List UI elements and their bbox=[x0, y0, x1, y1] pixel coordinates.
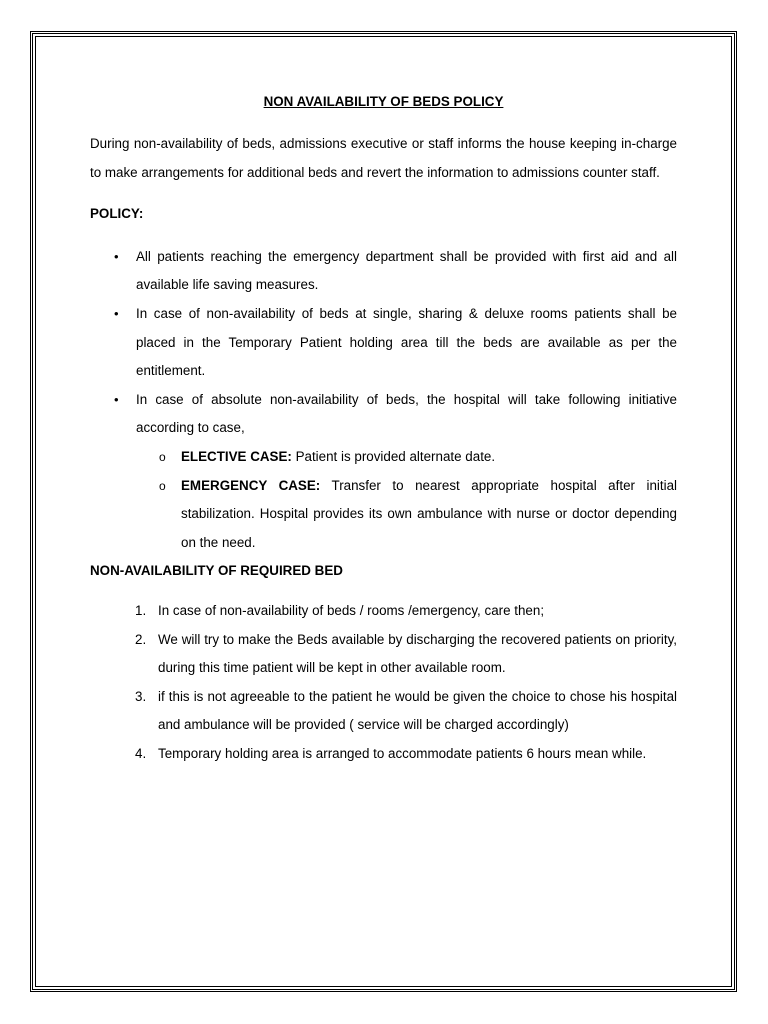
numbered-item bbox=[135, 683, 677, 740]
sub-item-label: EMERGENCY CASE: bbox=[181, 477, 321, 493]
item-number: 3. bbox=[135, 688, 147, 704]
policy-bullet-item bbox=[136, 386, 677, 558]
item-text: In case of non-availability of beds / rooms /emergency, care then; bbox=[158, 602, 545, 618]
sub-item-elective bbox=[181, 443, 677, 472]
item-text: if this is not agreeable to the patient he would be given the choice to chose his hospital and ambulance will be provided ( service will be charged accordingly) bbox=[158, 688, 677, 733]
case-sub-list bbox=[136, 443, 677, 557]
numbered-item bbox=[135, 597, 677, 626]
item-text: We will try to make the Beds available by discharging the recovered patients on priority, during this time patient will be kept in other available room. bbox=[158, 631, 677, 676]
sub-item-text: Patient is provided alternate date. bbox=[291, 448, 496, 464]
document-body bbox=[90, 90, 677, 768]
item-number: 4. bbox=[135, 745, 147, 761]
sub-item-emergency bbox=[181, 472, 677, 558]
sub-item-text: Transfer to nearest appropriate hospital after initial stabilization. Hospital provides its own ambulance with nurse or doctor depending on the need. bbox=[181, 477, 677, 550]
numbered-item bbox=[135, 740, 677, 769]
numbered-item bbox=[135, 626, 677, 683]
sub-item-label: ELECTIVE CASE: bbox=[181, 448, 292, 464]
intro-paragraph: During non-availability of beds, admissions executive or staff informs the house keeping in-charge to make arrangements for additional beds and revert the information to admissions counter staff. bbox=[90, 136, 677, 180]
document-title: NON AVAILABILITY OF BEDS POLICY bbox=[263, 94, 504, 109]
item-text: Temporary holding area is arranged to accommodate patients 6 hours mean while. bbox=[158, 745, 647, 761]
policy-bullet-item: • All patients reaching the emergency department shall be provided with first aid and all available life saving measures. bbox=[136, 243, 677, 300]
policy-bullet-list bbox=[90, 243, 677, 558]
policy-heading: POLICY: bbox=[90, 206, 144, 222]
required-bed-heading: NON-AVAILABILITY OF REQUIRED BED bbox=[90, 563, 343, 579]
policy-bullet-text: In case of absolute non-availability of beds, the hospital will take following initiative according to case, bbox=[136, 391, 677, 436]
policy-bullet-item: • In case of non-availability of beds at single, sharing & deluxe rooms patients shall be placed in the Temporary Patient holding area till the beds are available as per the entitlement. bbox=[136, 300, 677, 386]
item-number: 1. bbox=[135, 602, 147, 618]
item-number: 2. bbox=[135, 631, 147, 647]
required-bed-list bbox=[90, 597, 677, 769]
